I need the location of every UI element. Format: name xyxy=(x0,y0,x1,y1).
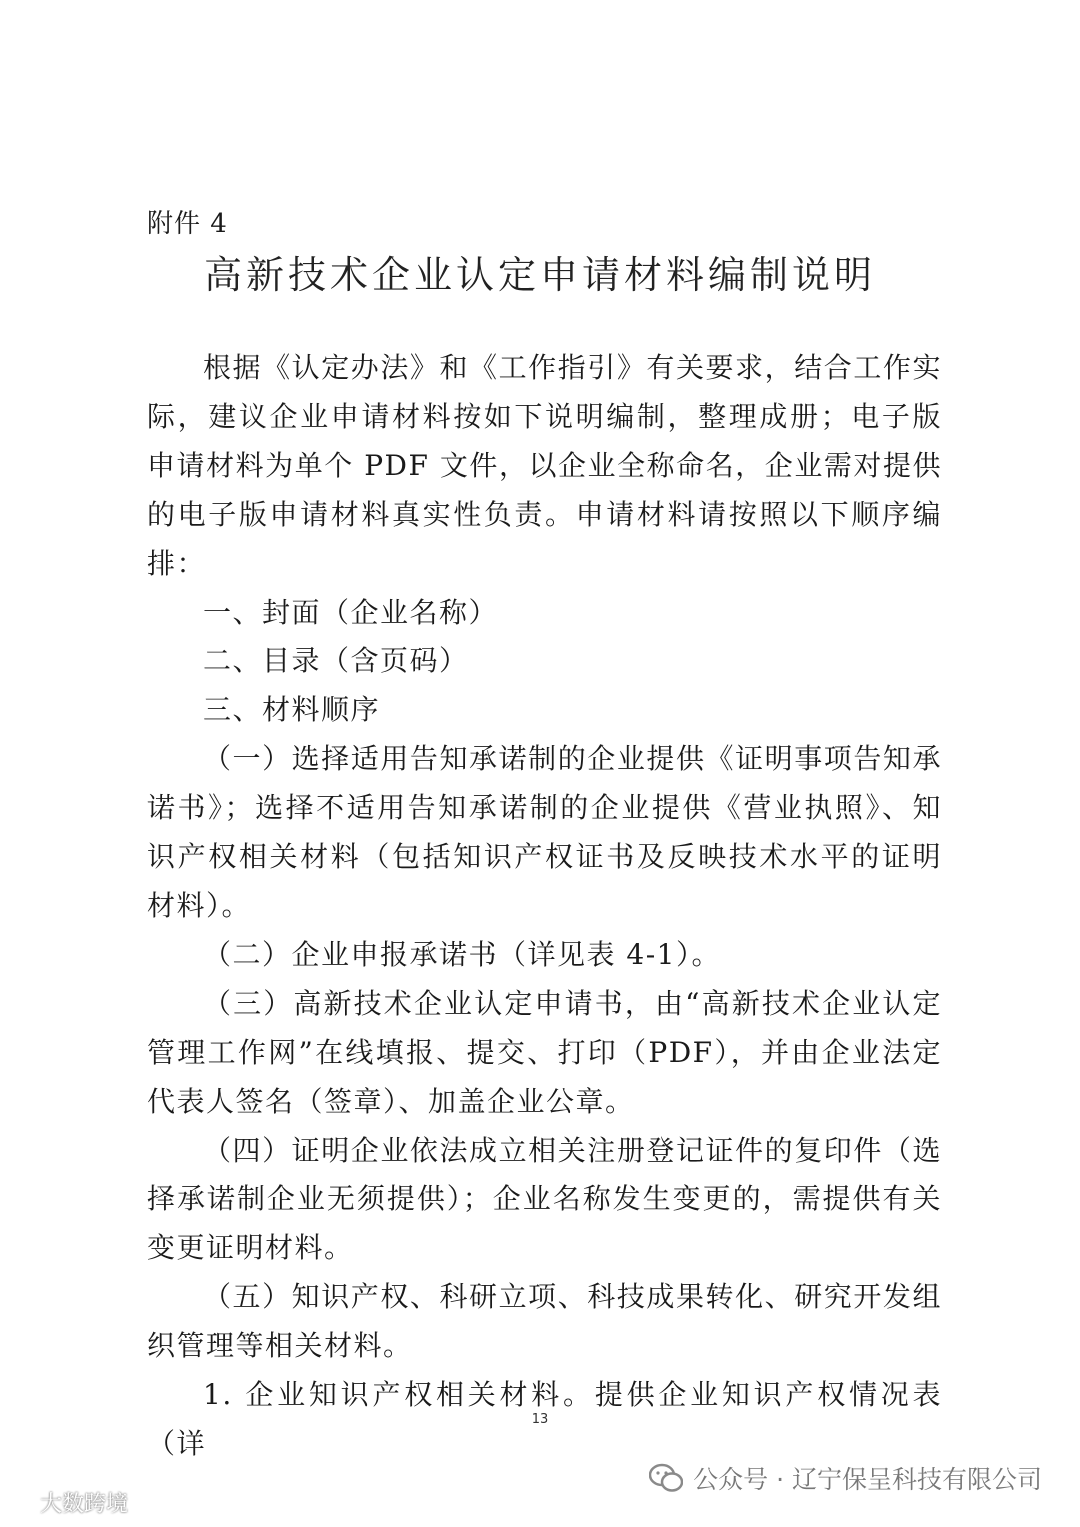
paragraph: （三）高新技术企业认定申请书，由“高新技术企业认定管理工作网”在线填报、提交、打印（PDF），并由企业法定代表人签名（签章）、加盖企业公章。 xyxy=(147,986,942,1118)
paragraph: （二）企业申报承诺书（详见表 4-1）。 xyxy=(203,937,721,971)
wechat-watermark xyxy=(649,1460,1042,1496)
document-body xyxy=(147,344,942,1469)
paragraph: 一、封面（企业名称） xyxy=(203,595,499,629)
brand-logo-icon xyxy=(6,1492,36,1514)
attachment-label: 附件 4 xyxy=(147,209,228,239)
wechat-account-text: 公众号 · 辽宁保呈科技有限公司 xyxy=(693,1465,1042,1494)
paragraph: （一）选择适用告知承诺制的企业提供《证明事项告知承诺书》；选择不适用告知承诺制的企业提供《营业执照》、知识产权相关材料（包括知识产权证书及反映技术水平的证明材料）。 xyxy=(147,742,942,922)
corner-watermark xyxy=(6,1487,128,1518)
paragraph: （五）知识产权、科研立项、科技成果转化、研究开发组织管理等相关材料。 xyxy=(147,1280,942,1363)
paragraph: （四）证明企业依法成立相关注册登记证件的复印件（选择承诺制企业无须提供）；企业名称发生变更的，需提供有关变更证明材料。 xyxy=(147,1133,942,1265)
paragraph: 二、目录（含页码） xyxy=(203,644,469,678)
corner-brand-text: 大数跨境 xyxy=(40,1492,129,1517)
paragraph: 根据《认定办法》和《工作指引》有关要求，结合工作实际，建议企业申请材料按如下说明编制，整理成册；电子版申请材料为单个 PDF 文件，以企业全称命名，企业需对提供的电子版申请材料真实性负责。申请材料请按照以下顺序编排： xyxy=(147,351,942,580)
paragraph: 三、材料顺序 xyxy=(203,693,381,727)
page-number: 13 xyxy=(531,1412,549,1427)
paragraph: 1. 企业知识产权相关材料。提供企业知识产权情况表（详 xyxy=(147,1378,942,1460)
wechat-icon xyxy=(649,1463,683,1493)
document-title: 高新技术企业认定申请材料编制说明 xyxy=(203,253,876,297)
